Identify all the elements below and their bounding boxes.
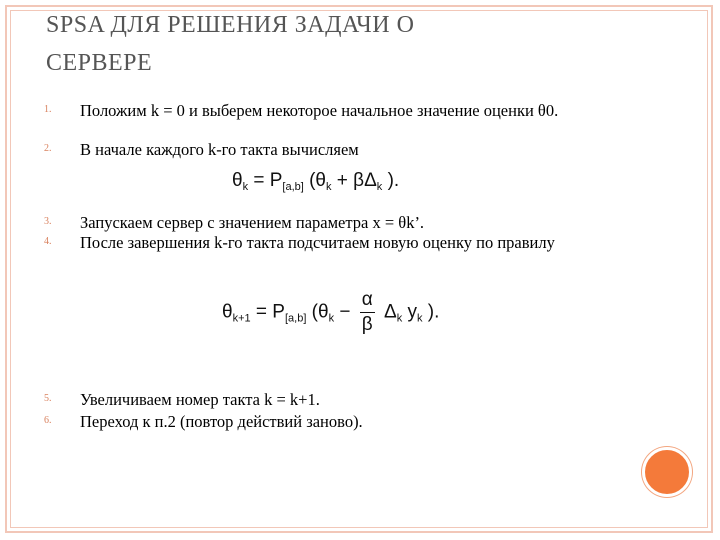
fraction-alpha-beta: $\frac{\alpha}{\beta}$ xyxy=(361,289,373,335)
step-number: 4. xyxy=(44,236,52,247)
step-text: Увеличиваем номер такта k = k+1. xyxy=(80,390,320,409)
title-line-2: СЕРВЕРЕ xyxy=(46,50,153,76)
step-number: 1. xyxy=(44,104,52,115)
step-number: 2. xyxy=(44,143,52,154)
step-number: 3. xyxy=(44,216,52,227)
slide-frame-inner xyxy=(10,10,708,528)
step-text: Переход к п.2 (повтор действий заново). xyxy=(80,412,363,431)
title-line-1: SPSA ДЛЯ РЕШЕНИЯ ЗАДАЧИ О xyxy=(46,12,415,38)
step-number: 5. xyxy=(44,393,52,404)
step-text: Положим k = 0 и выберем некоторое начальное значение оценки θ0. xyxy=(80,101,559,120)
formula-update-rule: $\theta_{k+1} = P_{[a,b]}$ ($\theta_k$ − $\frac{\alpha}{\beta}$ $\Delta_k$ $y_k$ ). xyxy=(222,289,440,335)
slide-title xyxy=(46,6,666,82)
formula-trial-point: $\theta_k = P_{[a,b]}$ ($\theta_k + \beta\Delta_k$ ). xyxy=(232,170,400,193)
step-text: После завершения k-го такта подсчитаем новую оценку по правилу xyxy=(80,233,555,252)
step-text: В начале каждого k-го такта вычисляем xyxy=(80,140,359,159)
step-text: Запускаем сервер с значением параметра x = θk’. xyxy=(80,213,425,232)
step-number: 6. xyxy=(44,415,52,426)
decorative-circle xyxy=(642,447,692,497)
